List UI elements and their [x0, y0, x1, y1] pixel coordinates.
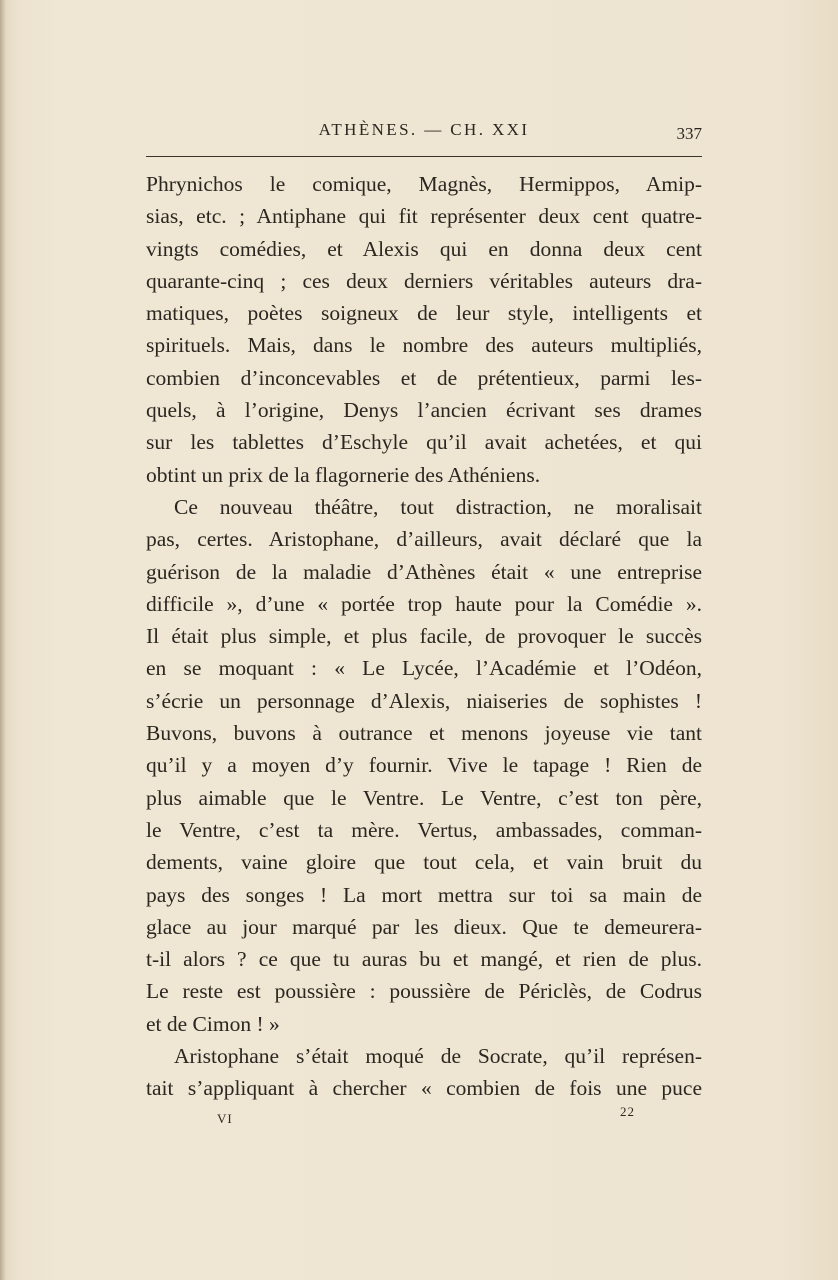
running-head [146, 118, 702, 148]
text-line: sias, etc. ; Antiphane qui fit représenter deux cent quatre- [146, 204, 702, 229]
spine-shadow [0, 0, 6, 1280]
gathering-number: 22 [620, 1104, 635, 1119]
text-line: en se moquant : « Le Lycée, l’Académie et l’Odéon, [146, 656, 702, 681]
text-line: sur les tablettes d’Eschyle qu’il avait achetées, et qui [146, 430, 702, 455]
text-line: spirituels. Mais, dans le nombre des auteurs multipliés, [146, 333, 702, 358]
text-line: pas, certes. Aristophane, d’ailleurs, avait déclaré que la [146, 527, 702, 552]
text-line: vingts comédies, et Alexis qui en donna deux cent [146, 236, 702, 261]
text-line: Buvons, buvons à outrance et menons joyeuse vie tant [146, 721, 702, 746]
text-line: obtint un prix de la flagornerie des Athéniens. [146, 462, 541, 487]
text-line: t-il alors ? ce que tu auras bu et mangé, et rien de plus. [146, 947, 702, 972]
text-line: quarante-cinq ; ces deux derniers véritables auteurs dra- [146, 268, 702, 293]
text-line: Il était plus simple, et plus facile, de provoquer le succès [146, 624, 702, 649]
text-line: combien d’inconcevables et de prétentieux, parmi les- [146, 365, 702, 390]
body-text [146, 168, 702, 1105]
text-line: Phrynichos le comique, Magnès, Hermippos, Amip- [146, 172, 702, 196]
text-line: tait s’appliquant à chercher « combien de fois une puce [146, 1076, 702, 1101]
paragraph-first-line: Aristophane s’était moqué de Socrate, qu’il représen- [174, 1044, 702, 1069]
text-line: Le reste est poussière : poussière de Périclès, de Codrus [146, 979, 702, 1004]
paragraph-first-line: Ce nouveau théâtre, tout distraction, ne moralisait [174, 494, 702, 519]
page-number: 337 [676, 124, 702, 143]
text-line: pays des songes ! La mort mettra sur toi sa main de [146, 882, 702, 907]
text-line: glace au jour marqué par les dieux. Que te demeurera- [146, 914, 702, 939]
text-line: quels, à l’origine, Denys l’ancien écrivant ses drames [146, 398, 702, 423]
text-line: plus aimable que le Ventre. Le Ventre, c’est ton père, [146, 785, 702, 810]
header-rule [146, 156, 702, 157]
text-line: le Ventre, c’est ta mère. Vertus, ambassades, comman- [146, 817, 702, 842]
text-line: difficile », d’une « portée trop haute pour la Comédie ». [146, 591, 702, 616]
text-line: s’écrie un personnage d’Alexis, niaiseries de sophistes ! [146, 688, 702, 713]
running-head-title: ATHÈNES. — CH. XXI [318, 120, 530, 139]
text-line: qu’il y a moyen d’y fournir. Vive le tapage ! Rien de [146, 753, 702, 778]
text-line: guérison de la maladie d’Athènes était « une entreprise [146, 559, 702, 584]
text-line: et de Cimon ! » [146, 1011, 280, 1036]
signature-mark: VI [217, 1111, 233, 1126]
text-line: dements, vaine gloire que tout cela, et vain bruit du [146, 850, 702, 875]
text-line: matiques, poètes soigneux de leur style, intelligents et [146, 301, 702, 326]
